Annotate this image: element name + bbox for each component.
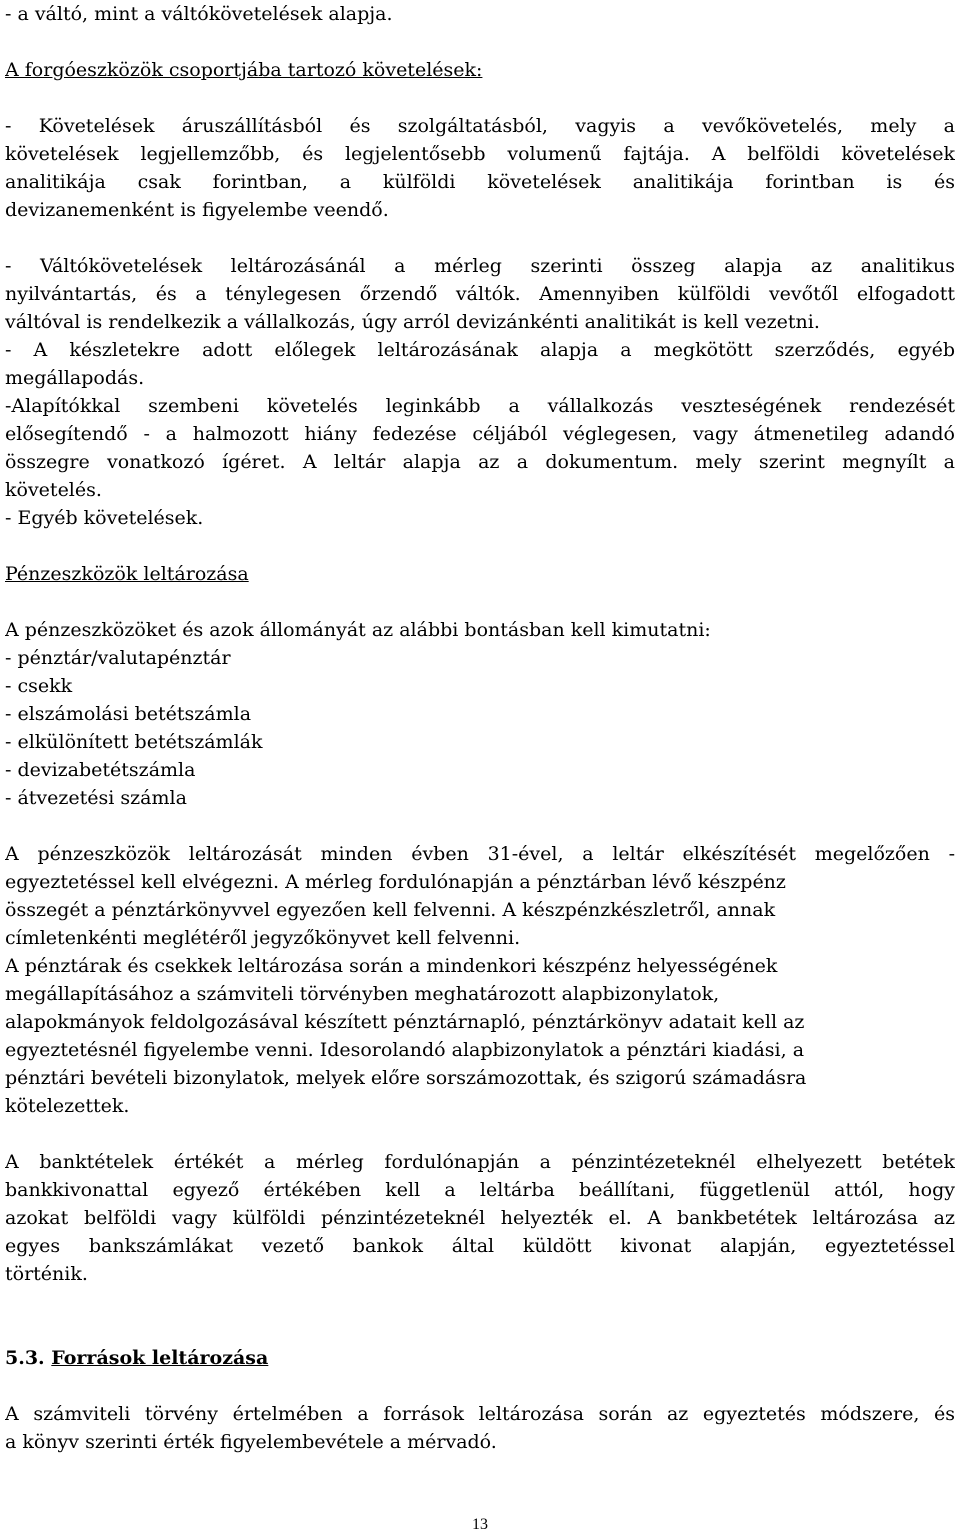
paragraph-line: devizanemenként is figyelembe veendő.	[5, 199, 389, 221]
paragraph-line: összegre vonatkozó ígéret. A leltár alapja az a dokumentum. mely szerint megnyílt a	[5, 451, 955, 473]
list-item: - csekk	[5, 675, 73, 697]
paragraph-line: alapokmányok feldolgozásával készített pénztárnapló, pénztárkönyv adatait kell az	[5, 1011, 805, 1033]
paragraph-line: - A készletekre adott előlegek leltározásának alapja a megkötött szerződés, egyéb	[5, 339, 955, 361]
bank-paragraph	[5, 1148, 955, 1288]
spacer	[5, 224, 955, 252]
spacer	[5, 532, 955, 560]
cash-list	[5, 644, 955, 812]
list-item: - elkülönített betétszámlák	[5, 731, 263, 753]
list-item: - pénztár/valutapénztár	[5, 647, 231, 669]
paragraph-line: bankkivonattal egyező értékében kell a leltárba beállítani, függetlenül attól, hogy	[5, 1179, 955, 1201]
paragraph-line: egyeztetésnél figyelembe venni. Idesorolandó alapbizonylatok a pénztári kiadási, a	[5, 1039, 805, 1061]
paragraph-line: elősegítendő - a halmozott hiány fedezése céljából véglegesen, vagy átmenetileg adandó	[5, 423, 955, 445]
spacer	[5, 1288, 955, 1344]
spacer	[5, 84, 955, 112]
cash-paragraph	[5, 840, 955, 1120]
paragraph-line: - Egyéb követelések.	[5, 507, 204, 529]
paragraph-line: történik.	[5, 1263, 88, 1285]
receivables-paragraph-1	[5, 112, 955, 224]
spacer	[5, 1120, 955, 1148]
paragraph-line: analitikája csak forintban, a külföldi követelések analitikája forintban is és	[5, 171, 955, 193]
cash-heading: Pénzeszközök leltározása	[5, 563, 249, 585]
section-number: 5.3.	[5, 1347, 45, 1369]
list-item: - átvezetési számla	[5, 787, 187, 809]
page-number: 13	[472, 1516, 488, 1533]
paragraph-line: A banktételek értékét a mérleg fordulónapján a pénzintézeteknél elhelyezett betétek	[5, 1151, 955, 1173]
paragraph-line: a könyv szerinti érték figyelembevétele a mérvadó.	[5, 1431, 497, 1453]
paragraph-line: A pénztárak és csekkek leltározása során a mindenkori készpénz helyességének	[5, 955, 778, 977]
paragraph-line: - Váltókövetelések leltározásánál a mérleg szerinti összeg alapja az analitikus	[5, 255, 955, 277]
paragraph-line: címletenkénti meglétéről jegyzőkönyvet kell felvenni.	[5, 927, 521, 949]
paragraph-line: követelések legjellemzőbb, és legjelentősebb volumenű fajtája. A belföldi követelések	[5, 143, 955, 165]
paragraph-line: A számviteli törvény értelmében a források leltározása során az egyeztetés módszere, és	[5, 1403, 955, 1425]
document-page	[5, 0, 955, 1456]
receivables-heading: A forgóeszközök csoportjába tartozó követelések:	[5, 59, 483, 81]
intro-line: - a váltó, mint a váltókövetelések alapja.	[5, 3, 393, 25]
section-title: Források leltározása	[51, 1347, 269, 1369]
paragraph-line: váltóval is rendelkezik a vállalkozás, úgy arról devizánkénti analitikát is kell vezetni.	[5, 311, 820, 333]
spacer	[5, 28, 955, 56]
paragraph-line: egyes bankszámlákat vezető bankok által küldött kivonat alapján, egyeztetéssel	[5, 1235, 955, 1257]
paragraph-line: -Alapítókkal szembeni követelés leginkább a vállalkozás veszteségének rendezését	[5, 395, 955, 417]
paragraph-line: nyilvántartás, és a ténylegesen őrzendő váltók. Amennyiben külföldi vevőtől elfogadott	[5, 283, 955, 305]
paragraph-line: A pénzeszközök leltározását minden évben 31-ével, a leltár elkészítését megelőzően -	[5, 843, 955, 865]
receivables-paragraph-2	[5, 252, 955, 532]
section-heading	[5, 1344, 955, 1372]
paragraph-line: azokat belföldi vagy külföldi pénzintézeteknél helyezték el. A bankbetétek leltározása az	[5, 1207, 955, 1229]
sources-paragraph	[5, 1400, 955, 1456]
spacer	[5, 588, 955, 616]
paragraph-line: összegét a pénztárkönyvvel egyezően kell felvenni. A készpénzkészletről, annak	[5, 899, 776, 921]
paragraph-line: követelés.	[5, 479, 102, 501]
paragraph-line: kötelezettek.	[5, 1095, 130, 1117]
spacer	[5, 812, 955, 840]
list-item: - elszámolási betétszámla	[5, 703, 252, 725]
paragraph-line: pénztári bevételi bizonylatok, melyek előre sorszámozottak, és szigorú számadásra	[5, 1067, 807, 1089]
paragraph-line: - Követelések áruszállításból és szolgáltatásból, vagyis a vevőkövetelés, mely a	[5, 115, 955, 137]
list-item: - devizabetétszámla	[5, 759, 196, 781]
paragraph-line: megállapításához a számviteli törvényben meghatározott alapbizonylatok,	[5, 983, 720, 1005]
paragraph-line: egyeztetéssel kell elvégezni. A mérleg fordulónapján a pénztárban lévő készpénz	[5, 871, 786, 893]
cash-intro: A pénzeszközöket és azok állományát az alábbi bontásban kell kimutatni:	[5, 619, 711, 641]
paragraph-line: megállapodás.	[5, 367, 145, 389]
spacer	[5, 1372, 955, 1400]
